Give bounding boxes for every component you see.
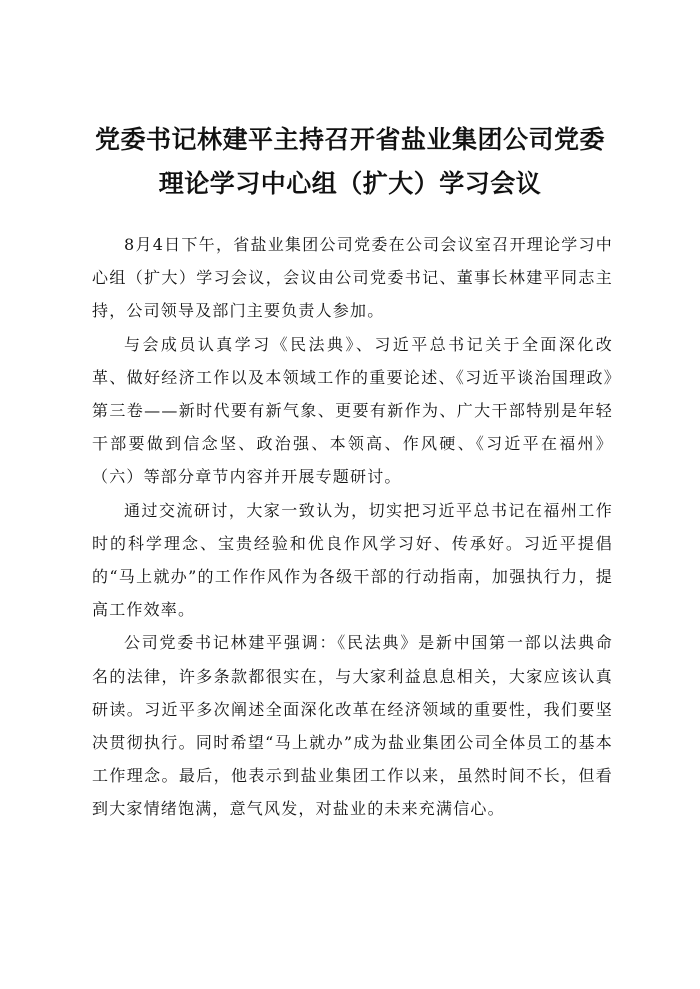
article-paragraph-2: 与会成员认真学习《民法典》、习近平总书记关于全面深化改革、做好经济工作以及本领域工作的重要论述、《习近平谈治国理政》第三卷——新时代要有新气象、更要有新作为、广大干部特别是年轻干部要做到信念坚、政治强、本领高、作风硬、《习近平在福州》（六）等部分章节内容并开展专题研讨。 [92, 334, 613, 487]
article-title-line-2: 理论学习中心组（扩大）学习会议 [158, 169, 542, 198]
article-title [90, 118, 610, 206]
article-paragraph-1: 8月4日下午，省盐业集团公司党委在公司会议室召开理论学习中心组（扩大）学习会议，会议由公司党委书记、董事长林建平同志主持，公司领导及部门主要负责人参加。 [92, 235, 613, 321]
article-paragraph-3: 通过交流研讨，大家一致认为，切实把习近平总书记在福州工作时的科学理念、宝贵经验和优良作风学习好、传承好。习近平提倡的“马上就办”的工作作风作为各级干部的行动指南，加强执行力，提高工作效率。 [92, 500, 613, 620]
article-title-line-1: 党委书记林建平主持召开省盐业集团公司党委 [94, 125, 605, 154]
article-body [92, 228, 613, 826]
article-paragraph-4: 公司党委书记林建平强调：《民法典》是新中国第一部以法典命名的法律，许多条款都很实在，与大家利益息息相关，大家应该认真研读。习近平多次阐述全面深化改革在经济领域的重要性，我们要坚决贯彻执行。同时希望“马上就办”成为盐业集团公司全体员工的基本工作理念。最后，他表示到盐业集团工作以来，虽然时间不长，但看到大家情绪饱满，意气风发，对盐业的未来充满信心。 [92, 633, 613, 819]
